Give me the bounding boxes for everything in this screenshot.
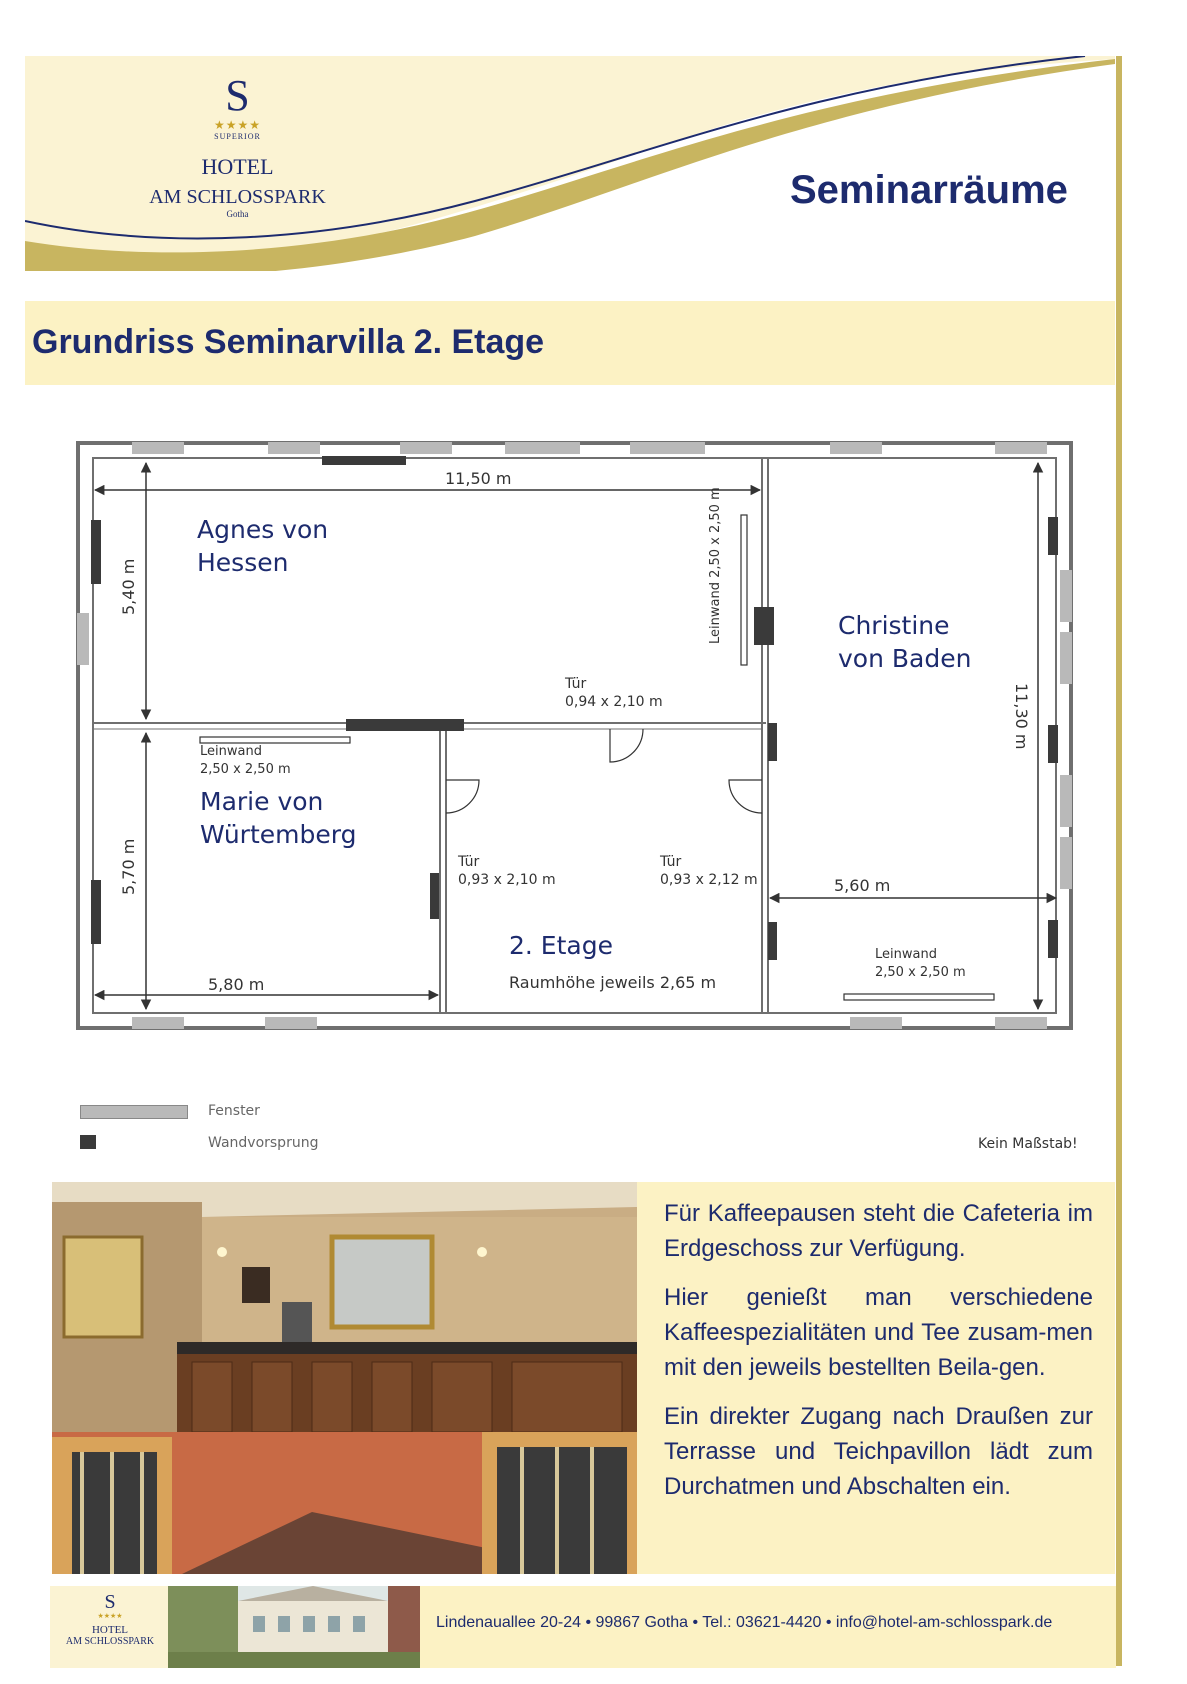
screen-vertical-label: Leinwand 2,50 x 2,50 m <box>708 487 723 644</box>
window <box>505 442 580 454</box>
legend-projection-label: Wandvorsprung <box>208 1135 319 1151</box>
section-title: Grundriss Seminarvilla 2. Etage <box>32 323 545 361</box>
door3-label: Tür <box>660 854 682 870</box>
info-paragraph-1: Für Kaffeepausen steht die Cafeteria im Erdgeschoss zur Verfügung. <box>664 1200 1093 1262</box>
window <box>265 1017 317 1029</box>
footer-hotel-photo <box>168 1586 420 1668</box>
door1-size: 0,94 x 2,10 m <box>565 694 663 710</box>
logo-stars: ★★★★ <box>213 118 262 132</box>
screen-marie-label: Leinwand <box>200 744 262 759</box>
dim-christine-height: 11,30 m <box>1012 683 1031 750</box>
window <box>400 442 452 454</box>
screen-christine-label: Leinwand <box>875 947 937 962</box>
hotel-logo <box>120 71 355 219</box>
page-border-rule <box>1116 56 1122 1666</box>
door3-size: 0,93 x 2,12 m <box>660 872 758 888</box>
wall-projection <box>1048 920 1058 958</box>
scale-note: Kein Maßstab! <box>978 1136 1078 1152</box>
legend-projection-swatch <box>80 1135 96 1149</box>
window <box>1060 775 1072 827</box>
screen-marie <box>200 737 350 743</box>
logo-hotel: HOTEL <box>201 154 274 179</box>
logo-name: AM SCHLOSSPARK <box>149 186 326 208</box>
footer-logo-initial: S <box>104 1591 116 1613</box>
page-header <box>25 56 1115 271</box>
wall-projection <box>768 723 777 761</box>
door2-label: Tür <box>458 854 480 870</box>
wall-projection <box>346 719 464 731</box>
wall-projection <box>754 607 774 645</box>
window <box>630 442 705 454</box>
screen-agnes <box>741 515 747 665</box>
room-christine-line2: von Baden <box>838 644 972 673</box>
wall-projection <box>322 456 406 465</box>
window <box>1060 632 1072 684</box>
floor-plan <box>70 435 1090 1035</box>
wall-projection <box>1048 725 1058 763</box>
dim-agnes-height: 5,40 m <box>119 558 138 615</box>
wall-projection <box>91 880 101 944</box>
cafeteria-photo <box>52 1182 637 1574</box>
section-band <box>25 301 1115 385</box>
page-title: Seminarräume <box>790 168 1068 212</box>
door2-size: 0,93 x 2,10 m <box>458 872 556 888</box>
footer-logo-hotel: HOTEL <box>91 1624 129 1636</box>
room-marie-line1: Marie von <box>200 787 324 816</box>
legend-window-label: Fenster <box>208 1103 260 1119</box>
dim-top-width: 11,50 m <box>445 469 512 488</box>
window <box>77 613 89 665</box>
legend-window-swatch <box>80 1105 188 1119</box>
room-marie-line2: Würtemberg <box>200 820 357 849</box>
screen-christine <box>844 994 994 1000</box>
logo-initial: S <box>225 71 250 120</box>
room-christine-line1: Christine <box>838 611 950 640</box>
page-footer <box>50 1586 1116 1668</box>
window <box>995 442 1047 454</box>
wall-projection <box>768 922 777 960</box>
info-paragraph-2: Hier genießt man verschiedene Kaffeespezialitäten und Tee zusam-men mit den jeweils bestellten Beila-gen. <box>664 1284 1093 1381</box>
window <box>850 1017 902 1029</box>
logo-superior: SUPERIOR <box>214 132 261 141</box>
cafeteria-info <box>637 1182 1115 1574</box>
screen-marie-size: 2,50 x 2,50 m <box>200 762 291 777</box>
dim-marie-height: 5,70 m <box>119 838 138 895</box>
window <box>268 442 320 454</box>
window <box>1060 837 1072 889</box>
footer-logo-name: AM SCHLOSSPARK <box>65 1636 155 1647</box>
window <box>830 442 882 454</box>
door1-label: Tür <box>565 676 587 692</box>
dim-marie-width: 5,80 m <box>208 975 265 994</box>
room-agnes-line2: Hessen <box>197 548 289 577</box>
wall-projection <box>430 873 439 919</box>
window <box>995 1017 1047 1029</box>
floor-label: 2. Etage <box>509 931 613 960</box>
dim-christine-width: 5,60 m <box>834 876 891 895</box>
window <box>132 1017 184 1029</box>
window <box>132 442 184 454</box>
footer-contact: Lindenauallee 20-24 • 99867 Gotha • Tel.: 03621-4420 • info@hotel-am-schlosspark.de <box>436 1614 1053 1631</box>
logo-city: Gotha <box>226 209 249 219</box>
screen-christine-size: 2,50 x 2,50 m <box>875 965 966 980</box>
info-paragraph-3: Ein direkter Zugang nach Draußen zur Terrasse und Teichpavillon lädt zum Durchatmen und Abschalten ein. <box>664 1403 1093 1500</box>
footer-logo-stars: ★★★★ <box>97 1612 123 1620</box>
wall-projection <box>91 520 101 584</box>
room-height-note: Raumhöhe jeweils 2,65 m <box>509 973 717 992</box>
window <box>1060 570 1072 622</box>
footer-logo <box>50 1586 170 1668</box>
wall-projection <box>1048 517 1058 555</box>
room-agnes-line1: Agnes von <box>197 515 329 544</box>
